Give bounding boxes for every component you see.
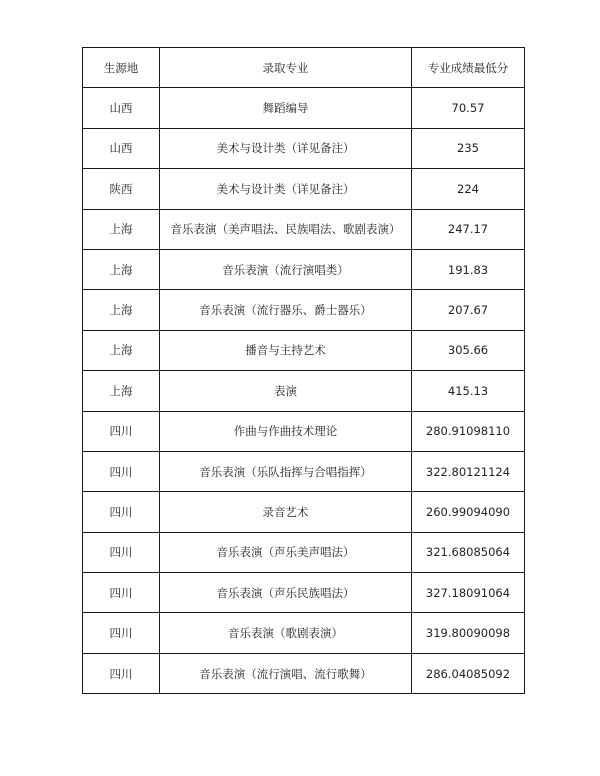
- admission-score-table: [82, 47, 525, 694]
- header-min-score: 专业成绩最低分: [412, 48, 525, 88]
- table-row: [83, 209, 525, 249]
- origin-cell: 四川: [83, 451, 160, 491]
- origin-cell: 四川: [83, 492, 160, 532]
- major-cell: 表演: [160, 371, 412, 411]
- score-cell: 327.18091064: [412, 573, 525, 613]
- header-row: [83, 48, 525, 88]
- origin-cell: 上海: [83, 290, 160, 330]
- score-cell: 322.80121124: [412, 451, 525, 491]
- score-cell: 70.57: [412, 88, 525, 128]
- table-row: [83, 492, 525, 532]
- major-cell: 作曲与作曲技术理论: [160, 411, 412, 451]
- score-cell: 321.68085064: [412, 532, 525, 572]
- major-cell: 音乐表演（流行演唱、流行歌舞）: [160, 653, 412, 693]
- major-cell: 录音艺术: [160, 492, 412, 532]
- origin-cell: 上海: [83, 249, 160, 289]
- origin-cell: 四川: [83, 532, 160, 572]
- major-cell: 音乐表演（流行演唱类）: [160, 249, 412, 289]
- score-cell: 319.80090098: [412, 613, 525, 653]
- table-row: [83, 371, 525, 411]
- origin-cell: 上海: [83, 209, 160, 249]
- table-row: [83, 169, 525, 209]
- origin-cell: 四川: [83, 573, 160, 613]
- table-row: [83, 532, 525, 572]
- score-cell: 305.66: [412, 330, 525, 370]
- score-cell: 207.67: [412, 290, 525, 330]
- score-cell: 286.04085092: [412, 653, 525, 693]
- table-row: [83, 249, 525, 289]
- table-row: [83, 613, 525, 653]
- header-origin: 生源地: [83, 48, 160, 88]
- origin-cell: 四川: [83, 653, 160, 693]
- score-cell: 191.83: [412, 249, 525, 289]
- table-row: [83, 88, 525, 128]
- major-cell: 音乐表演（美声唱法、民族唱法、歌剧表演）: [160, 209, 412, 249]
- major-cell: 音乐表演（声乐美声唱法）: [160, 532, 412, 572]
- major-cell: 播音与主持艺术: [160, 330, 412, 370]
- major-cell: 美术与设计类（详见备注）: [160, 128, 412, 168]
- score-cell: 415.13: [412, 371, 525, 411]
- table-row: [83, 653, 525, 693]
- score-cell: 224: [412, 169, 525, 209]
- origin-cell: 陕西: [83, 169, 160, 209]
- table-header: [83, 48, 525, 88]
- major-cell: 音乐表演（声乐民族唱法）: [160, 573, 412, 613]
- table-row: [83, 330, 525, 370]
- major-cell: 音乐表演（流行器乐、爵士器乐）: [160, 290, 412, 330]
- major-cell: 音乐表演（歌剧表演）: [160, 613, 412, 653]
- score-cell: 247.17: [412, 209, 525, 249]
- origin-cell: 上海: [83, 371, 160, 411]
- table-row: [83, 290, 525, 330]
- table-row: [83, 573, 525, 613]
- major-cell: 舞蹈编导: [160, 88, 412, 128]
- origin-cell: 山西: [83, 88, 160, 128]
- origin-cell: 上海: [83, 330, 160, 370]
- major-cell: 美术与设计类（详见备注）: [160, 169, 412, 209]
- table-row: [83, 128, 525, 168]
- score-cell: 235: [412, 128, 525, 168]
- table-row: [83, 411, 525, 451]
- score-cell: 260.99094090: [412, 492, 525, 532]
- table-body: [83, 88, 525, 694]
- origin-cell: 山西: [83, 128, 160, 168]
- score-cell: 280.91098110: [412, 411, 525, 451]
- major-cell: 音乐表演（乐队指挥与合唱指挥）: [160, 451, 412, 491]
- header-major: 录取专业: [160, 48, 412, 88]
- origin-cell: 四川: [83, 613, 160, 653]
- table-row: [83, 451, 525, 491]
- origin-cell: 四川: [83, 411, 160, 451]
